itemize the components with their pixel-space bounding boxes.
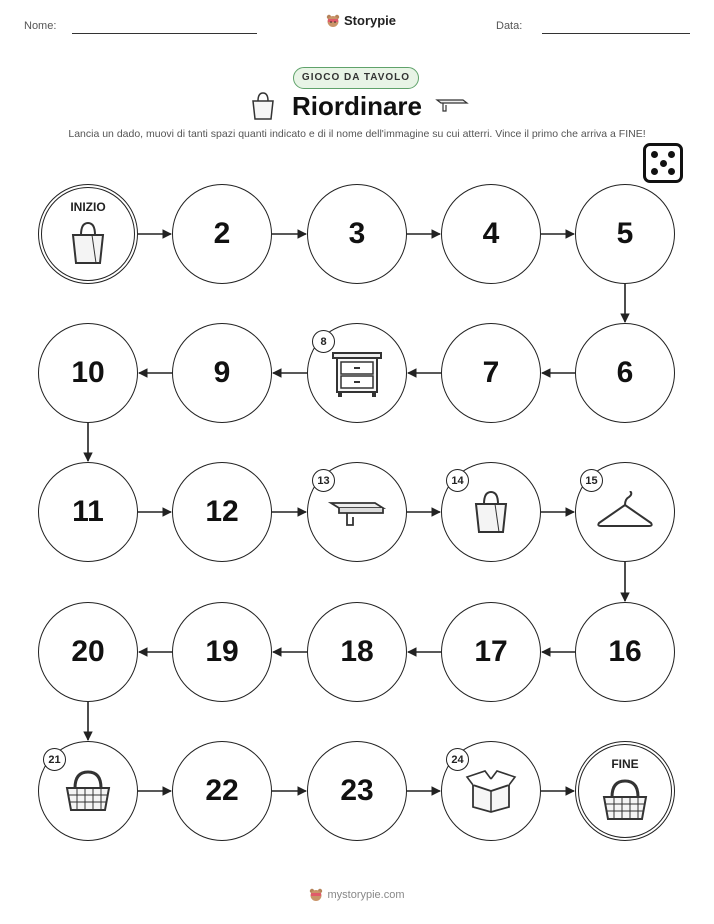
- board-space-19: [172, 602, 272, 702]
- board-space-23: [307, 741, 407, 841]
- space-number: 5: [616, 217, 634, 250]
- nightstand-icon: [329, 347, 385, 399]
- footer-url: mystorypie.com: [327, 889, 405, 901]
- footer: [0, 888, 714, 902]
- space-number: 19: [205, 635, 239, 668]
- space-number: 22: [205, 774, 239, 807]
- board-space-17: [441, 602, 541, 702]
- board-space-18: [307, 602, 407, 702]
- hanger-icon: [595, 491, 655, 533]
- bag-icon: [68, 219, 108, 267]
- space-number: 11: [72, 495, 104, 528]
- space-number: 20: [71, 635, 105, 668]
- bag-icon: [471, 488, 511, 536]
- board-space-25: [575, 741, 675, 841]
- date-label: Data:: [496, 20, 523, 32]
- page-title: Riordinare: [291, 91, 423, 121]
- space-number: 10: [71, 356, 105, 389]
- basket-icon: [600, 777, 650, 823]
- board-space-9: [172, 323, 272, 423]
- space-label: FINE: [611, 757, 639, 771]
- board-space-2: [172, 184, 272, 284]
- space-number-badge: 15: [580, 469, 603, 492]
- space-number: 23: [340, 774, 374, 807]
- box-icon: [465, 769, 517, 813]
- space-number: 16: [608, 635, 642, 668]
- space-number-badge: 21: [43, 748, 66, 771]
- space-label: INIZIO: [70, 200, 106, 214]
- board-space-12: [172, 462, 272, 562]
- board-space-22: [172, 741, 272, 841]
- board-space-14: [441, 462, 541, 562]
- board-space-4: [441, 184, 541, 284]
- brand-name: Storypie: [344, 13, 397, 28]
- board-space-24: [441, 741, 541, 841]
- space-number: 4: [482, 217, 500, 250]
- category-badge: GIOCO DA TAVOLO: [293, 67, 419, 89]
- bear-icon: [309, 888, 323, 902]
- board-space-21: [38, 741, 138, 841]
- board-space-11: [38, 462, 138, 562]
- board-space-1: [38, 184, 138, 284]
- space-number: 2: [213, 217, 231, 250]
- space-number-badge: 13: [312, 469, 335, 492]
- space-number: 12: [205, 495, 239, 528]
- name-label: Nome:: [24, 20, 57, 32]
- space-number: 18: [340, 635, 374, 668]
- space-number: 6: [616, 356, 634, 389]
- board-space-13: [307, 462, 407, 562]
- basket-icon: [63, 768, 113, 814]
- board-space-15: [575, 462, 675, 562]
- board-space-8: [307, 323, 407, 423]
- board-space-10: [38, 323, 138, 423]
- board-space-7: [441, 323, 541, 423]
- space-number: 17: [474, 635, 508, 668]
- board-space-3: [307, 184, 407, 284]
- board-space-5: [575, 184, 675, 284]
- space-number: 9: [213, 356, 231, 389]
- space-number-badge: 14: [446, 469, 469, 492]
- board-space-20: [38, 602, 138, 702]
- board-space-16: [575, 602, 675, 702]
- board-space-6: [575, 323, 675, 423]
- instructions: Lancia un dado, muovi di tanti spazi quanti indicato e di il nome dell'immagine su cui atterri. Vince il primo che arriva a FINE!: [68, 128, 646, 140]
- space-number: 7: [482, 356, 500, 389]
- shelf-icon: [327, 495, 387, 529]
- space-number-badge: 24: [446, 748, 469, 771]
- space-number-badge: 8: [312, 330, 335, 353]
- space-number: 3: [348, 217, 366, 250]
